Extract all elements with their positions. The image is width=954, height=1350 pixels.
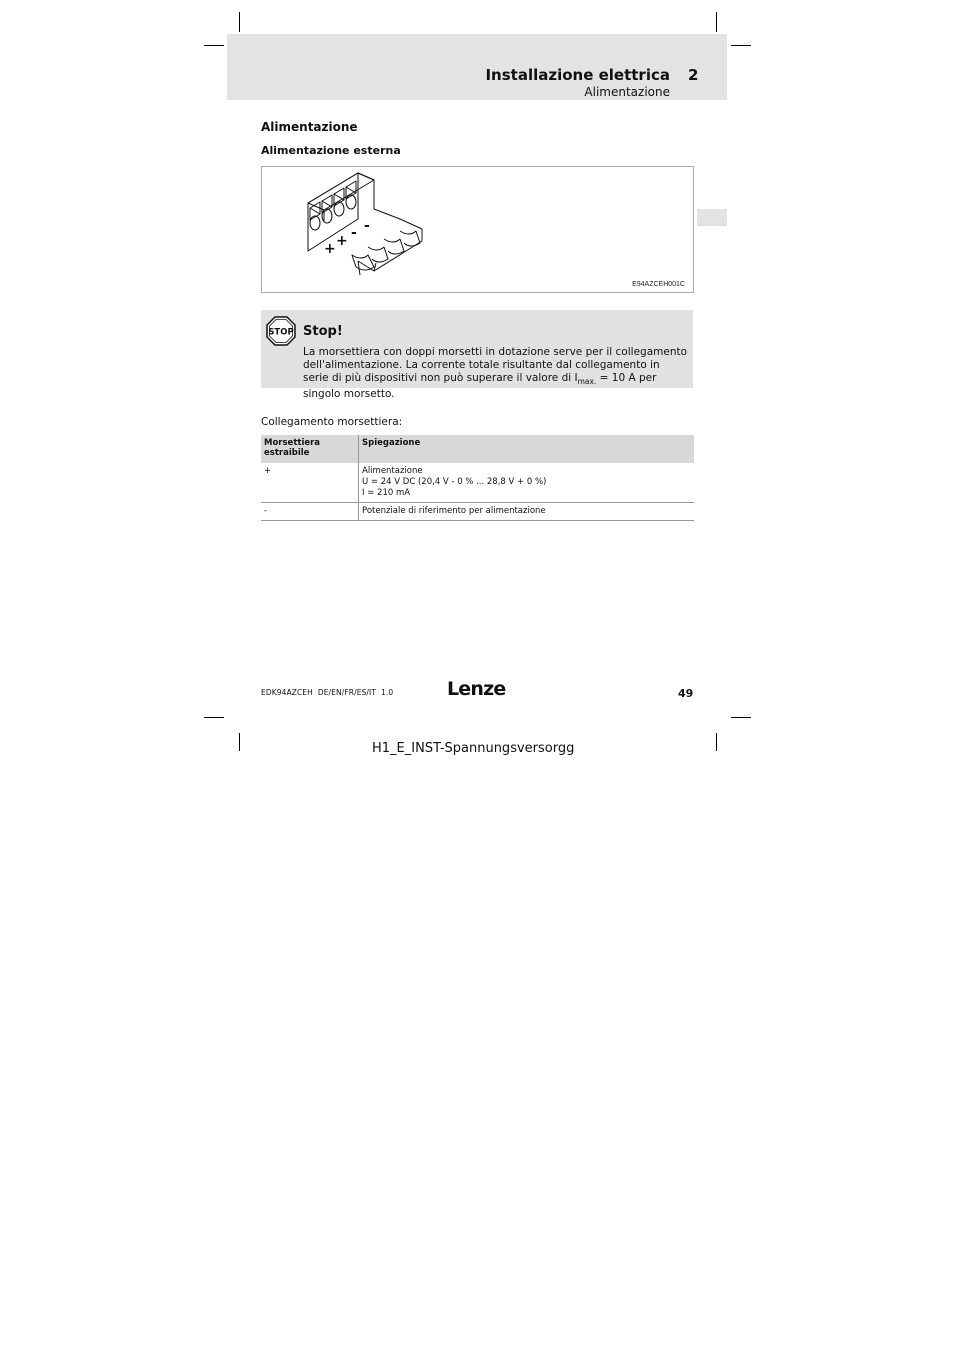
terminal-block-drawing [262,167,693,292]
table-header-row [261,435,694,463]
column-header-terminal: Morsettiera estraibile [261,435,359,463]
stop-text-end: = 10 A per singolo morsetto. [303,372,657,401]
figure-box [261,166,694,293]
crop-mark [731,45,751,46]
subsection-title: Alimentazione esterna [261,144,401,157]
terminal-mark-minus: - [364,218,370,234]
explanation-line: Potenziale di riferimento per alimentazione [362,506,546,516]
terminal-mark-plus: + [324,241,336,257]
lenze-logo: Lenze [447,678,506,700]
document-name: H1_E_INST-Spannungsversorgg [372,741,575,756]
section-title: Alimentazione [261,120,358,134]
figure-code: E94AZCEH001C [632,281,685,288]
stop-sign-icon [266,316,296,346]
chapter-title: Installazione elettrica [485,66,670,84]
crop-mark [239,12,240,32]
terminal-mark-plus: + [336,233,348,249]
explanation-cell [359,503,695,521]
stop-title: Stop! [303,324,343,339]
header-section: Alimentazione [584,85,670,99]
explanation-line: I = 210 mA [362,488,411,498]
stop-text [303,346,687,401]
stop-text-body: La morsettiera con doppi morsetti in dotazione serve per il collegamento dell'alimentazione. La corrente totale risultante dal collegamento in serie di più dispositivi non può superare il valore di I [303,346,688,384]
chapter-number: 2 [688,66,699,84]
stop-notice [261,310,693,401]
page-number: 49 [678,687,694,700]
crop-mark [731,717,751,718]
column-header-explanation: Spiegazione [359,435,695,463]
stop-icon-label: STOP [268,327,294,338]
terminal-table [261,435,694,521]
table-intro: Collegamento morsettiera: [261,416,403,428]
terminal-mark-minus: - [351,225,357,241]
terminal-cell: + [261,463,359,503]
footer-doc-id: EDK94AZCEH DE/EN/FR/ES/IT 1.0 [261,688,394,697]
explanation-line: Alimentazione [362,466,423,476]
crop-mark [204,717,224,718]
crop-mark [716,12,717,32]
stop-text-subscript: max. [577,377,597,387]
explanation-cell [359,463,695,503]
table-row [261,503,694,521]
chapter-side-tab [697,209,727,226]
table-row [261,463,694,503]
crop-mark [204,45,224,46]
crop-mark [239,733,240,751]
explanation-line: U = 24 V DC (20,4 V - 0 % ... 28,8 V + 0 %) [362,477,547,487]
terminal-cell: - [261,503,359,521]
crop-mark [716,733,717,751]
